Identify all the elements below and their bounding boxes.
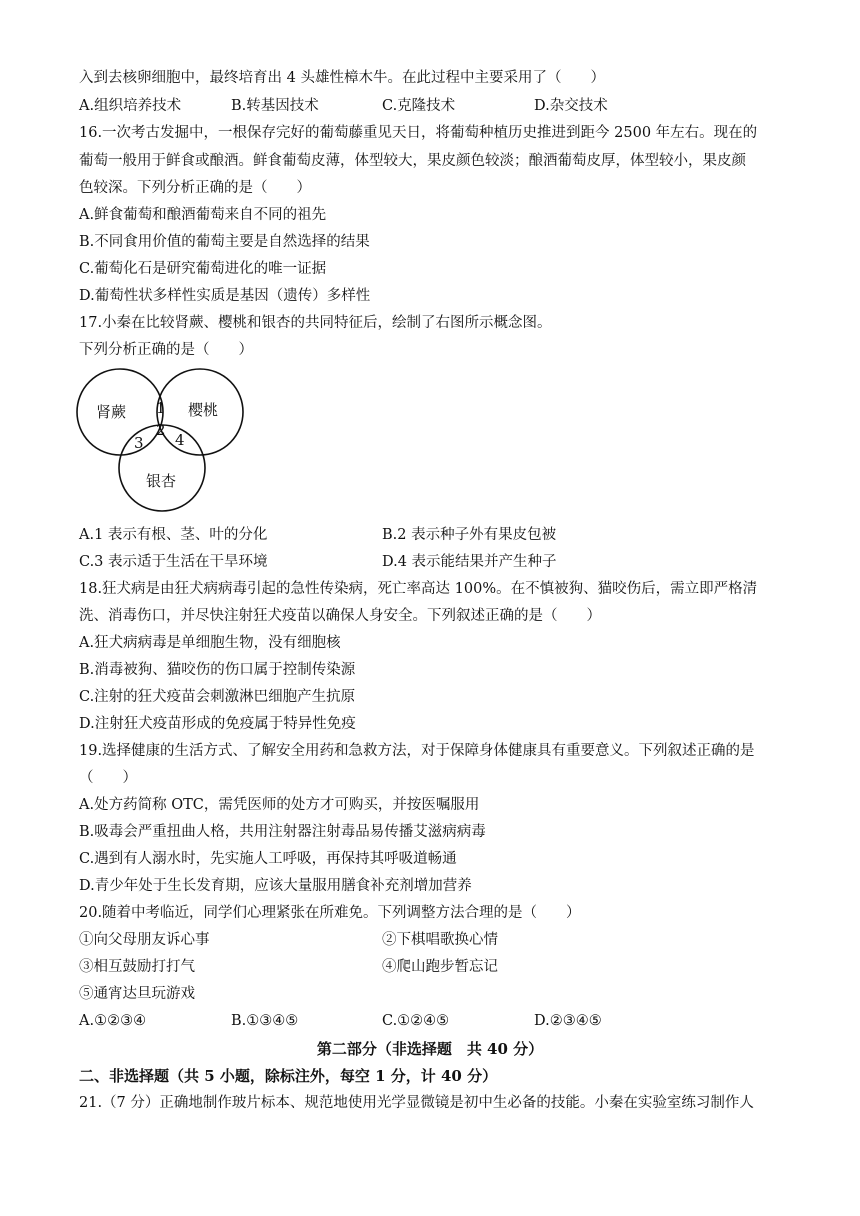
q20-item-2: ②下棋唱歌换心情 xyxy=(382,932,498,948)
q19-option-b[interactable]: B.吸毒会严重扭曲人格，共用注射器注射毒品易传播艾滋病病毒 xyxy=(79,824,486,840)
q20-option-c[interactable]: C.①②④⑤ xyxy=(382,1013,450,1029)
q20-item-3: ③相互鼓励打打气 xyxy=(79,959,195,975)
q16-option-c[interactable]: C.葡萄化石是研究葡萄进化的唯一证据 xyxy=(79,261,327,277)
q16-option-d[interactable]: D.葡萄性状多样性实质是基因（遗传）多样性 xyxy=(79,288,371,304)
q16-stem-line3: 色较深。下列分析正确的是（ ） xyxy=(79,180,311,196)
venn-label-fern: 肾蕨 xyxy=(96,403,127,421)
q18-option-d[interactable]: D.注射狂犬疫苗形成的免疫属于特异性免疫 xyxy=(79,716,356,732)
q17-options-row1 xyxy=(79,525,779,545)
q18-option-b[interactable]: B.消毒被狗、猫咬伤的伤口属于控制传染源 xyxy=(79,662,356,678)
venn-label-ginkgo: 银杏 xyxy=(146,472,177,490)
q17-stem-line2: 下列分析正确的是（ ） xyxy=(79,342,253,358)
q19-stem-line1: 19.选择健康的生活方式、了解安全用药和急救方法，对于保障身体健康具有重要意义。下列叙述正确的是 xyxy=(79,743,755,759)
q16-option-b[interactable]: B.不同食用价值的葡萄主要是自然选择的结果 xyxy=(79,234,370,250)
part2-section-heading: 二、非选择题（共 5 小题，除标注外，每空 1 分，计 40 分） xyxy=(79,1067,498,1085)
venn-region-4: 4 xyxy=(175,431,185,449)
q20-items-row1 xyxy=(79,930,779,950)
q15-option-d[interactable]: D.杂交技术 xyxy=(534,98,608,114)
q20-item-1: ①向父母朋友诉心事 xyxy=(79,932,210,948)
q19-option-a[interactable]: A.处方药简称 OTC，需凭医师的处方才可购买，并按医嘱服用 xyxy=(79,797,480,813)
q19-option-d[interactable]: D.青少年处于生长发育期，应该大量服用膳食补充剂增加营养 xyxy=(79,878,472,894)
venn-region-1: 1 xyxy=(156,399,166,417)
q17-stem-line1: 17.小秦在比较肾蕨、樱桃和银杏的共同特征后，绘制了右图所示概念图。 xyxy=(79,315,552,331)
q20-options xyxy=(79,1011,779,1031)
q18-stem-line2: 洗、消毒伤口，并尽快注射狂犬疫苗以确保人身安全。下列叙述正确的是（ ） xyxy=(79,608,601,624)
q20-items-row2 xyxy=(79,957,779,977)
q19-stem-line2: （ ） xyxy=(79,770,137,786)
q17-option-d[interactable]: D.4 表示能结果并产生种子 xyxy=(382,554,557,570)
q20-item-4: ④爬山跑步暂忘记 xyxy=(382,959,498,975)
q19-option-c[interactable]: C.遇到有人溺水时，先实施人工呼吸，再保持其呼吸道畅通 xyxy=(79,851,457,867)
q16-stem-line1: 16.一次考古发掘中，一根保存完好的葡萄藤重见天日，将葡萄种植历史推进到距今 2500 年左右。现在的 xyxy=(79,125,758,141)
q15-option-b[interactable]: B.转基因技术 xyxy=(231,98,319,114)
q15-options xyxy=(79,96,779,116)
q17-option-b[interactable]: B.2 表示种子外有果皮包被 xyxy=(382,527,557,543)
q18-stem-line1: 18.狂犬病是由狂犬病病毒引起的急性传染病，死亡率高达 100%。在不慎被狗、猫咬伤后，需立即严格清 xyxy=(79,581,758,597)
venn-diagram xyxy=(76,365,252,517)
q20-option-a[interactable]: A.①②③④ xyxy=(79,1013,147,1029)
q17-options-row2 xyxy=(79,552,779,572)
venn-region-3: 3 xyxy=(134,434,144,452)
q15-option-c[interactable]: C.克隆技术 xyxy=(382,98,456,114)
q18-option-a[interactable]: A.狂犬病病毒是单细胞生物，没有细胞核 xyxy=(79,635,341,651)
q21-stem: 21.（7 分）正确地制作玻片标本、规范地使用光学显微镜是初中生必备的技能。小秦在实验室练习制作人 xyxy=(79,1095,754,1111)
q20-option-b[interactable]: B.①③④⑤ xyxy=(231,1013,299,1029)
q15-stem: 入到去核卵细胞中，最终培育出 4 头雄性樟木牛。在此过程中主要采用了（ ） xyxy=(79,70,605,86)
q18-option-c[interactable]: C.注射的狂犬疫苗会刺激淋巴细胞产生抗原 xyxy=(79,689,356,705)
venn-label-cherry: 樱桃 xyxy=(188,401,219,419)
q20-item-5: ⑤通宵达旦玩游戏 xyxy=(79,986,195,1002)
q16-option-a[interactable]: A.鲜食葡萄和酿酒葡萄来自不同的祖先 xyxy=(79,207,327,223)
part2-title: 第二部分（非选择题 共 40 分） xyxy=(316,1040,544,1058)
q16-stem-line2: 葡萄一般用于鲜食或酿酒。鲜食葡萄皮薄，体型较大，果皮颜色较淡；酿酒葡萄皮厚，体型较小，果皮颜 xyxy=(79,153,746,169)
q17-option-a[interactable]: A.1 表示有根、茎、叶的分化 xyxy=(79,527,268,543)
venn-region-2: 2 xyxy=(156,421,166,439)
q17-option-c[interactable]: C.3 表示适于生活在干旱环境 xyxy=(79,554,268,570)
q15-option-a[interactable]: A.组织培养技术 xyxy=(79,98,182,114)
q20-option-d[interactable]: D.②③④⑤ xyxy=(534,1013,602,1029)
q20-stem: 20.随着中考临近，同学们心理紧张在所难免。下列调整方法合理的是（ ） xyxy=(79,905,581,921)
venn-svg xyxy=(76,365,252,517)
